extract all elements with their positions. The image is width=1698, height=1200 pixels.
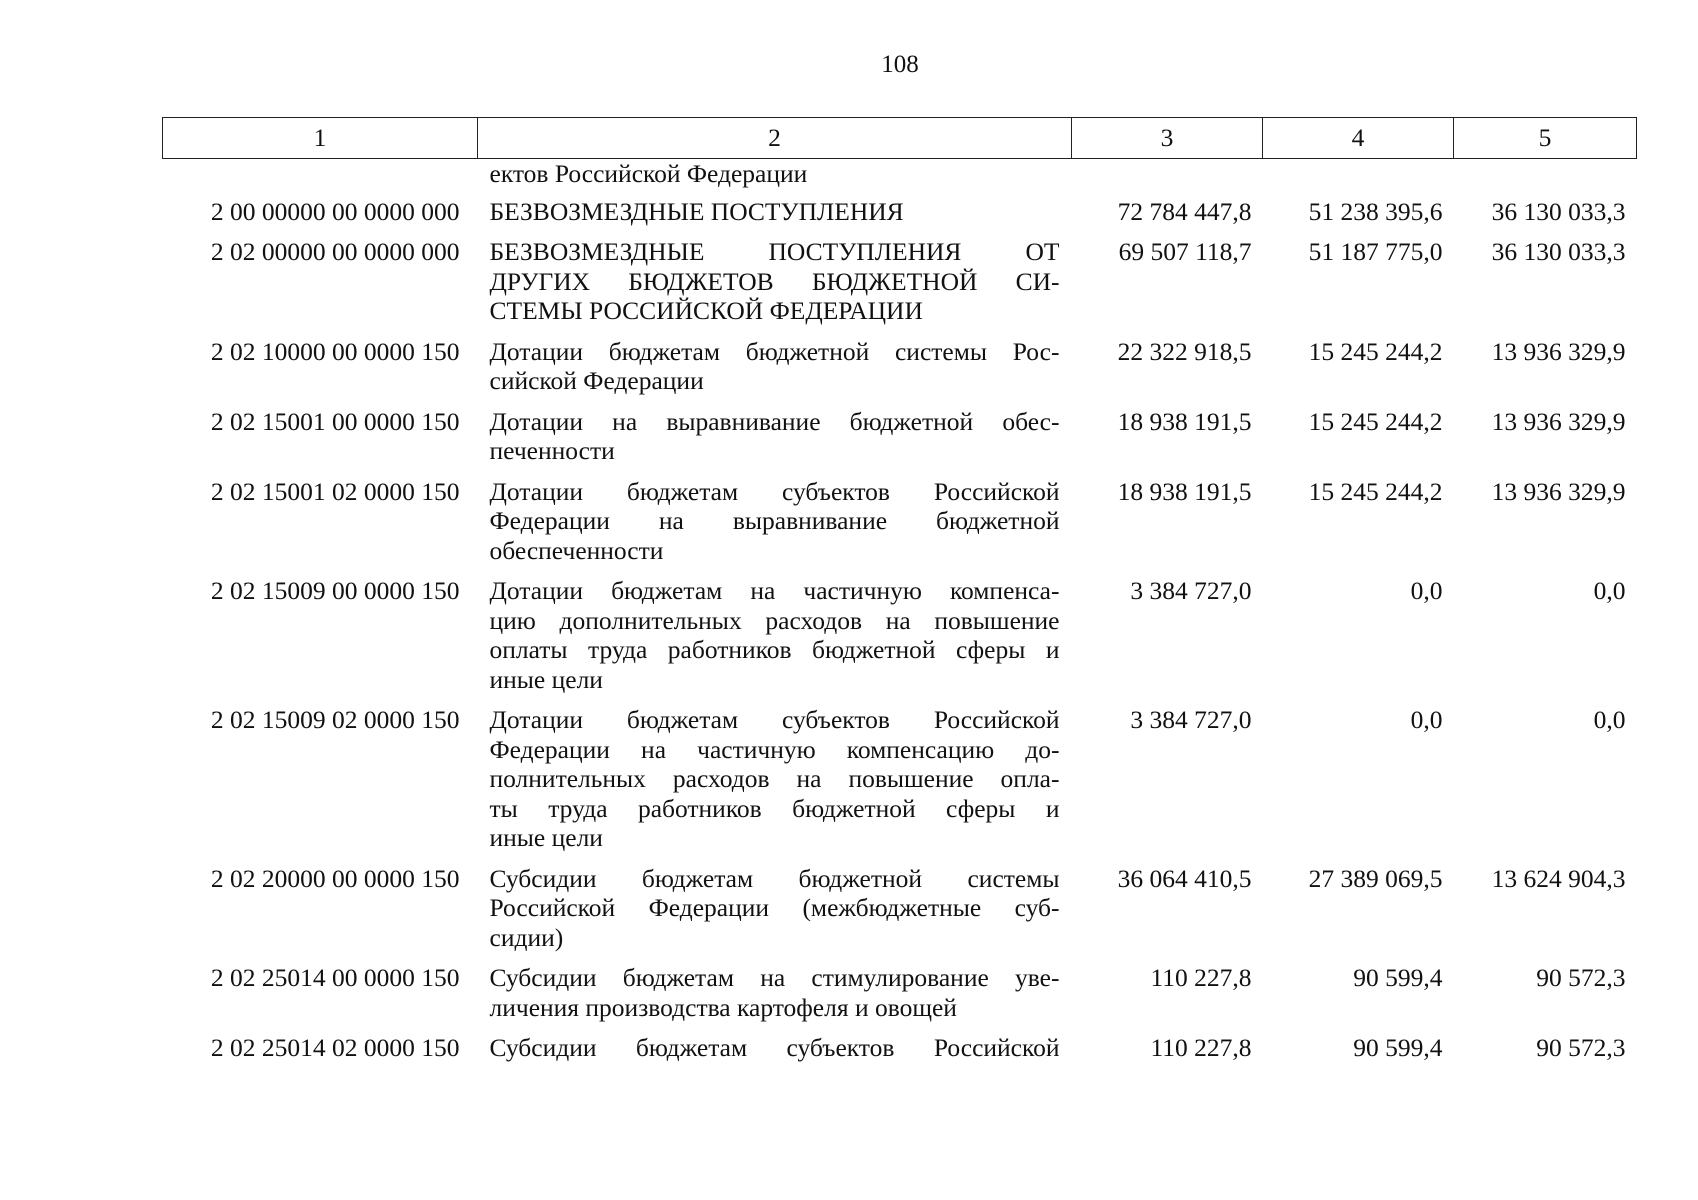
name-line: сийской Федерации [489,366,704,395]
budget-code: 2 02 10000 00 0000 150 [210,336,460,366]
name-line: СТЕМЫ РОССИЙСКОЙ ФЕДЕРАЦИИ [489,296,923,325]
budget-item-name [478,407,1072,477]
amount-column-5: 13 624 904,3 [1491,863,1626,893]
amount-column-4: 15 245 244,2 [1308,406,1443,436]
column-header-2: 2 [478,118,1072,159]
amount-column-4: 51 187 775,0 [1308,237,1443,266]
table-row [163,1033,1637,1074]
amount-column-3: 22 322 918,5 [1117,336,1252,366]
budget-item-name [478,337,1072,407]
table-row [163,197,1637,238]
amount-column-4: 51 238 395,6 [1308,196,1443,226]
name-line: полнительных расходов на повышение опла- [489,764,1060,793]
table-row [163,337,1637,407]
budget-item-name [478,197,1072,238]
amount-column-5: 0,0 [1593,705,1626,734]
amount-column-4: 27 389 069,5 [1308,863,1443,893]
name-line: Субсидии бюджетам субъектов Российской [489,1033,1060,1062]
budget-code: 2 02 25014 00 0000 150 [210,963,460,992]
continuation-text: ектов Российской Федерации [489,159,808,188]
budget-item-name [478,237,1072,337]
budget-item-name [478,477,1072,577]
name-line: Субсидии бюджетам на стимулирование уве- [489,963,1060,992]
amount-column-3: 18 938 191,5 [1117,406,1252,436]
name-line: Дотации бюджетам субъектов Российской [489,705,1060,734]
table-row [163,705,1637,864]
name-line: печенности [489,436,615,465]
name-line: Дотации бюджетам бюджетной системы Рос- [489,336,1060,366]
name-line: БЕЗВОЗМЕЗДНЫЕ ПОСТУПЛЕНИЯ [489,196,904,226]
name-line: цию дополнительных расходов на повышение [489,605,1060,635]
table-row [163,963,1637,1033]
name-line: обеспеченности [489,535,664,565]
amount-column-5: 13 936 329,9 [1491,336,1626,366]
table-row [163,477,1637,577]
budget-item-name [478,963,1072,1033]
amount-column-4: 0,0 [1410,705,1443,734]
header-row [163,118,1637,159]
budget-code: 2 02 25014 02 0000 150 [210,1033,460,1062]
table-row [163,864,1637,964]
name-line: личения производства картофеля и овощей [489,992,957,1022]
amount-column-4: 0,0 [1410,576,1443,605]
name-line: Дотации бюджетам на частичную компенса- [489,576,1060,605]
budget-item-name [478,864,1072,964]
table-row [163,407,1637,477]
budget-code: 2 00 00000 00 0000 000 [210,196,460,226]
amount-column-3: 69 507 118,7 [1118,237,1252,266]
table-body [163,159,1637,1074]
amount-column-3: 110 227,8 [1150,963,1252,992]
column-header-5: 5 [1454,118,1637,159]
budget-item-name [478,576,1072,705]
budget-code: 2 02 15009 02 0000 150 [210,705,460,734]
budget-code: 2 02 15009 00 0000 150 [210,576,460,605]
name-line: ты труда работников бюджетной сферы и [489,793,1060,823]
column-header-4: 4 [1263,118,1454,159]
name-line: Субсидии бюджетам бюджетной системы [489,863,1060,893]
column-header-1: 1 [163,118,478,159]
table-row [163,576,1637,705]
amount-column-4: 15 245 244,2 [1308,336,1443,366]
amount-column-3: 72 784 447,8 [1117,196,1252,226]
table-row [163,237,1637,337]
page-number: 108 [881,51,919,78]
column-header-3: 3 [1072,118,1263,159]
amount-column-3: 3 384 727,0 [1130,705,1252,734]
continuation-row [163,159,1637,197]
name-line: оплаты труда работников бюджетной сферы и [489,635,1060,664]
amount-column-5: 13 936 329,9 [1491,476,1626,506]
name-line: Федерации на выравнивание бюджетной [489,506,1060,535]
budget-table [162,117,1637,1074]
amount-column-5: 36 130 033,3 [1491,237,1626,266]
amount-column-3: 3 384 727,0 [1130,576,1252,605]
name-line: сидии) [489,922,564,952]
amount-column-4: 15 245 244,2 [1308,476,1443,506]
name-line: Федерации на частичную компенсацию до- [489,734,1060,764]
name-line: иные цели [489,823,603,852]
amount-column-5: 90 572,3 [1536,963,1626,992]
budget-code: 2 02 15001 00 0000 150 [210,406,460,436]
budget-code: 2 02 00000 00 0000 000 [210,237,460,266]
name-line: ДРУГИХ БЮДЖЕТОВ БЮДЖЕТНОЙ СИ- [489,266,1060,296]
amount-column-4: 90 599,4 [1353,963,1443,992]
budget-item-name [478,705,1072,864]
amount-column-5: 0,0 [1593,576,1626,605]
budget-item-name [478,1033,1072,1074]
amount-column-5: 90 572,3 [1536,1033,1626,1062]
budget-code: 2 02 20000 00 0000 150 [210,863,460,893]
name-line: БЕЗВОЗМЕЗДНЫЕ ПОСТУПЛЕНИЯ ОТ [489,237,1060,266]
amount-column-4: 90 599,4 [1353,1033,1443,1062]
name-line: Дотации бюджетам субъектов Российской [489,476,1060,506]
amount-column-5: 36 130 033,3 [1491,196,1626,226]
name-line: Дотации на выравнивание бюджетной обес- [489,406,1060,436]
name-line: Российской Федерации (межбюджетные суб- [489,893,1060,922]
amount-column-3: 110 227,8 [1150,1033,1252,1062]
amount-column-3: 18 938 191,5 [1117,476,1252,506]
amount-column-3: 36 064 410,5 [1117,863,1252,893]
amount-column-5: 13 936 329,9 [1491,406,1626,436]
name-line: иные цели [489,664,603,694]
budget-code: 2 02 15001 02 0000 150 [210,476,460,506]
